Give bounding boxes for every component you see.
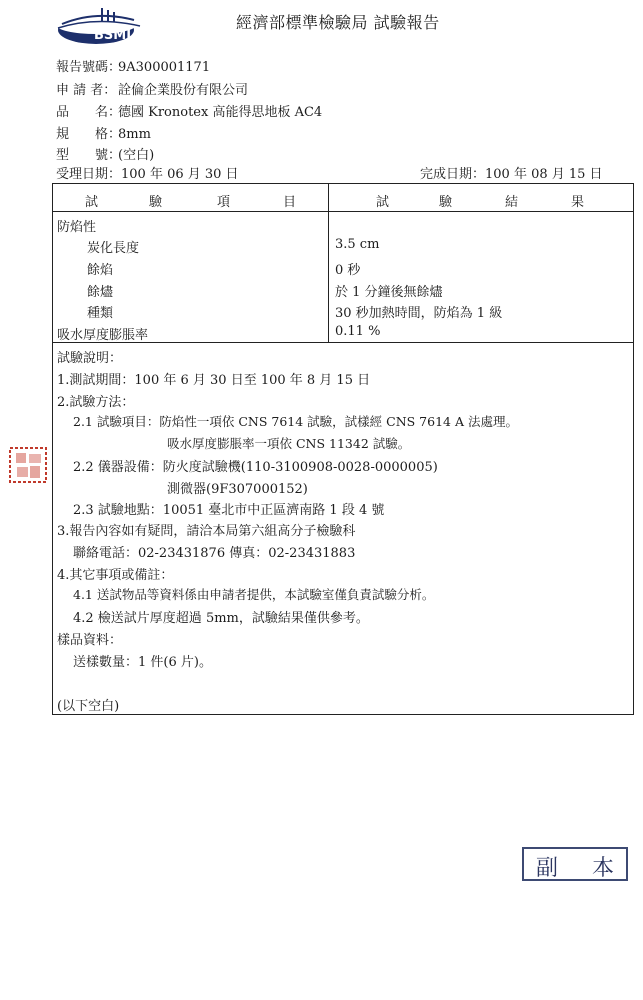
copy-stamp-char: 副	[536, 856, 559, 881]
table-row-result: 0 秒	[335, 263, 361, 278]
table-row-item: 吸水厚度膨脹率	[57, 328, 149, 343]
note-line: 1.測試期間：100 年 6 月 30 日至 100 年 8 月 15 日	[57, 373, 371, 388]
results-table	[52, 183, 634, 715]
red-seal-stamp	[8, 446, 48, 484]
meta-value: 德國 Kronotex 高能得思地板 AC4	[118, 105, 323, 120]
note-line: 2.試驗方法：	[57, 395, 135, 410]
meta-value: (空白)	[118, 148, 155, 163]
meta-value: 8mm	[118, 127, 151, 142]
table-header-divider	[53, 211, 633, 212]
header-result-char: 驗	[439, 195, 453, 210]
table-row-result: 3.5 cm	[335, 237, 380, 252]
note-line: 4.1 送試物品等資料係由申請者提供，本試驗室僅負責試驗分析。	[73, 587, 435, 602]
notes-heading: 試驗說明：	[57, 351, 123, 366]
meta-value: 詮倫企業股份有限公司	[118, 83, 249, 98]
bsmi-logo	[56, 6, 148, 46]
table-row-item: 餘燼	[87, 285, 114, 300]
copy-stamp	[522, 847, 628, 881]
note-line: 4.2 檢送試片厚度超過 5mm，試驗結果僅供參考。	[73, 611, 369, 626]
header-result-char: 試	[376, 195, 390, 210]
applicant	[56, 79, 248, 98]
header-item-char: 項	[217, 195, 231, 210]
note-line: 2.3 試驗地點：10051 臺北市中正區濟南路 1 段 4 號	[73, 503, 385, 518]
table-row-item: 炭化長度	[87, 241, 140, 256]
sample-heading: 樣品資料：	[57, 633, 123, 648]
table-column-divider	[328, 184, 329, 342]
sample-quantity: 送樣數量：1 件(6 片)。	[73, 655, 212, 670]
blank-below-note: (以下空白)	[57, 699, 120, 714]
meta-label: 報告號碼：	[56, 60, 122, 75]
note-line: 聯絡電話：02-23431876 傳真：02-23431883	[73, 546, 356, 561]
header-result-char: 果	[571, 195, 585, 210]
note-line: 吸水厚度膨脹率一項依 CNS 11342 試驗。	[167, 436, 411, 451]
product-name	[56, 101, 322, 120]
meta-label: 申 請 者：	[56, 83, 117, 98]
note-line: 2.2 儀器設備：防火度試驗機(110-3100908-0028-0000005)	[73, 460, 438, 475]
meta-label: 規 格：	[56, 127, 122, 142]
header-item-char: 驗	[149, 195, 163, 210]
received-date: 受理日期：100 年 06 月 30 日	[56, 167, 239, 182]
copy-stamp-char: 本	[592, 856, 615, 881]
table-row-result: 於 1 分鐘後無餘燼	[335, 285, 443, 300]
table-row-item: 餘焰	[87, 263, 114, 278]
header-item-char: 目	[283, 195, 297, 210]
table-row-result: 30 秒加熱時間，防焰為 1 級	[335, 306, 503, 321]
meta-value: 9A300001171	[118, 60, 211, 75]
model	[56, 144, 154, 163]
note-line: 4.其它事項或備註：	[57, 568, 174, 583]
header-result-char: 結	[505, 195, 519, 210]
table-row-item: 防焰性	[57, 220, 97, 235]
table-row-result: 0.11 %	[335, 324, 381, 339]
table-row-item: 種類	[87, 306, 114, 321]
specification	[56, 123, 151, 142]
header-item-char: 試	[85, 195, 99, 210]
meta-label: 品 名：	[56, 105, 122, 120]
note-line: 2.1 試驗項目：防焰性一項依 CNS 7614 試驗，試樣經 CNS 7614 A 法處理。	[73, 414, 518, 429]
note-line: 測微器(9F307000152)	[167, 482, 308, 497]
bsmi-logo-text: BSMI	[94, 28, 132, 43]
note-line: 3.報告內容如有疑問，請洽本局第六組高分子檢驗科	[57, 524, 356, 539]
report-title: 經濟部標準檢驗局 試驗報告	[236, 13, 440, 32]
meta-label: 型 號：	[56, 148, 122, 163]
report-number	[56, 56, 210, 75]
completed-date: 完成日期：100 年 08 月 15 日	[420, 167, 603, 182]
